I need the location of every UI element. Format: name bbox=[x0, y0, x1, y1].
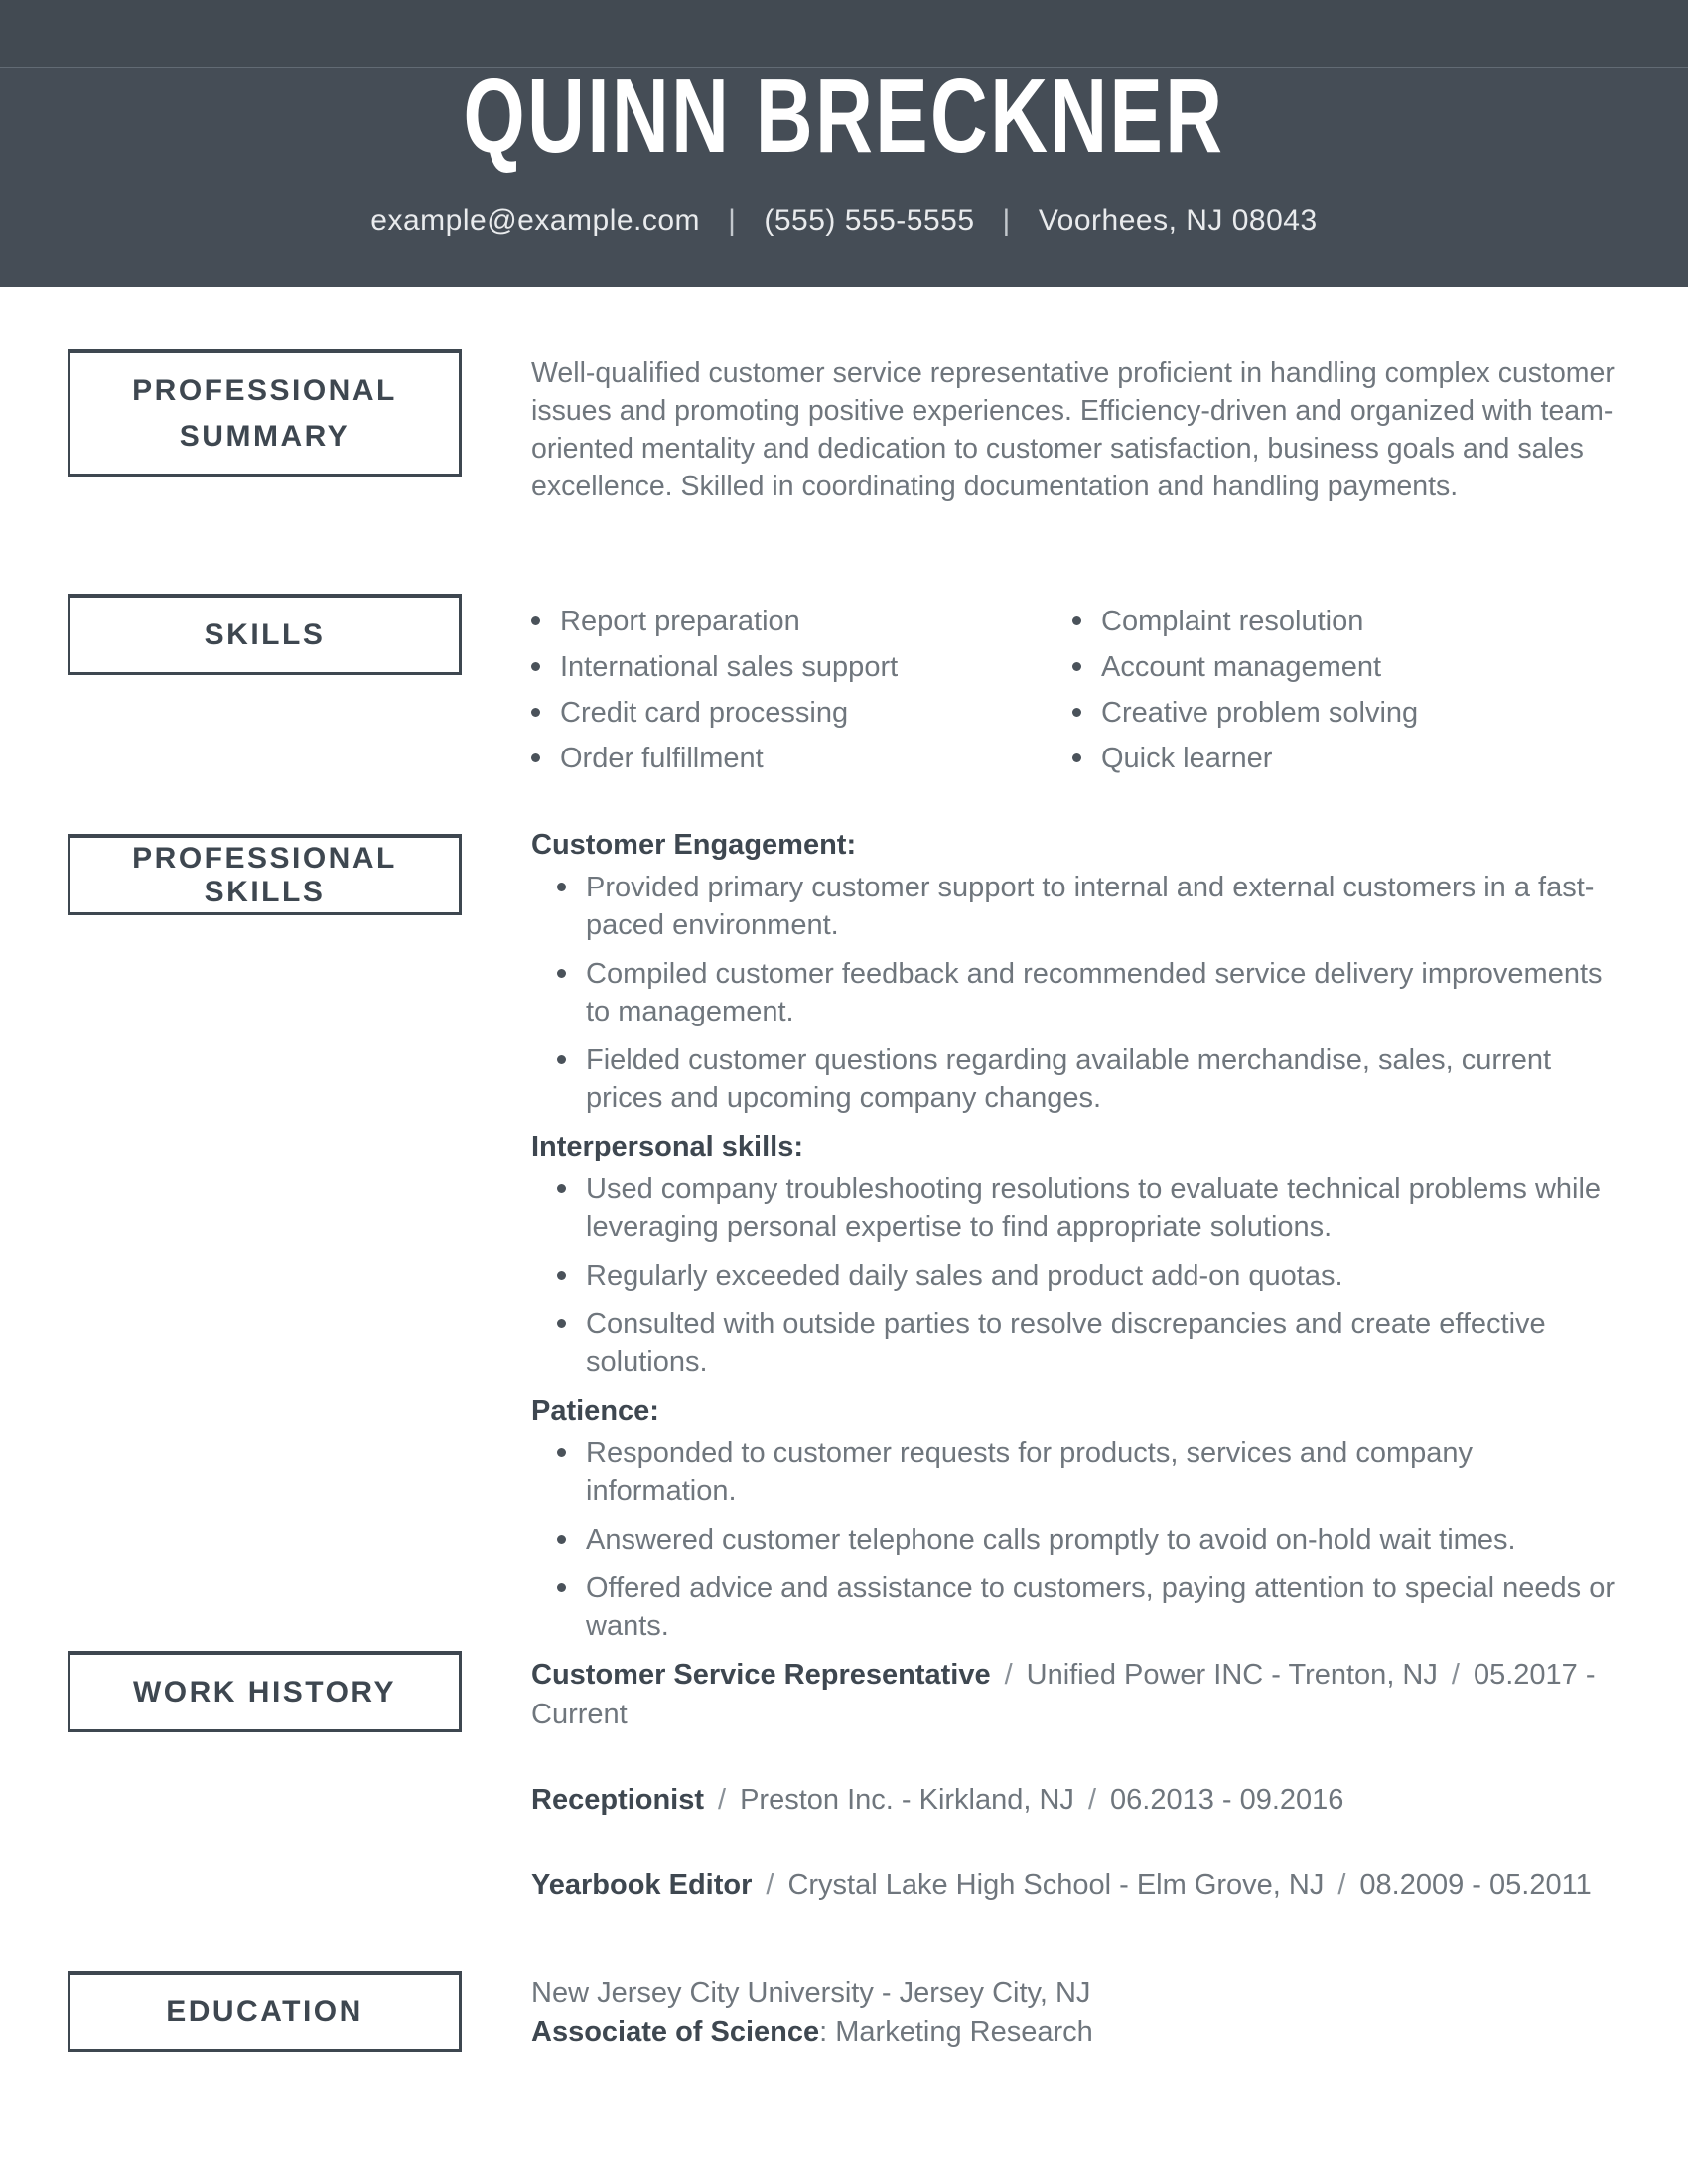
list-item bbox=[531, 1521, 1628, 1559]
skills-column-1 bbox=[531, 603, 1072, 785]
job-separator: / bbox=[766, 1869, 774, 1901]
skill-label: International sales support bbox=[560, 651, 899, 683]
list-item bbox=[531, 1257, 1628, 1295]
bullet-icon bbox=[557, 1271, 566, 1280]
bullet-text: Regularly exceeded daily sales and product add-on quotas. bbox=[586, 1260, 1343, 1292]
job-entry bbox=[531, 1780, 1628, 1820]
bullet-icon bbox=[531, 753, 540, 762]
work-history-label-text: WORK HISTORY bbox=[132, 1675, 396, 1708]
job-dates: 05.2017 - Current bbox=[531, 1659, 1596, 1730]
summary-section-label bbox=[68, 349, 462, 477]
bullet-icon bbox=[557, 969, 566, 978]
bullet-icon bbox=[557, 1319, 566, 1328]
education-section-label bbox=[68, 1971, 462, 2052]
bullet-icon bbox=[1072, 753, 1081, 762]
skill-group-interpersonal bbox=[531, 1128, 1628, 1381]
bullet-text: Used company troubleshooting resolutions to evaluate technical problems while leveraging personal expertise to find appropriate solutions. bbox=[586, 1173, 1602, 1243]
list-item bbox=[531, 1170, 1628, 1246]
skill-group-heading: Customer Engagement: bbox=[531, 829, 857, 861]
bullet-icon bbox=[557, 1184, 566, 1193]
section-professional-summary bbox=[68, 349, 1628, 505]
skill-label: Account management bbox=[1101, 651, 1382, 683]
list-item bbox=[1072, 740, 1628, 777]
list-item bbox=[531, 603, 1072, 640]
job-entry bbox=[531, 1865, 1628, 1905]
bullet-icon bbox=[557, 1448, 566, 1457]
list-item bbox=[531, 1305, 1628, 1381]
list-item bbox=[1072, 603, 1628, 640]
skills-label-col bbox=[68, 594, 462, 675]
contact-separator: | bbox=[1002, 205, 1011, 237]
job-entry bbox=[531, 1655, 1628, 1734]
header-banner bbox=[0, 0, 1688, 287]
education-field: : Marketing Research bbox=[819, 2016, 1093, 2048]
job-dates: 08.2009 - 05.2011 bbox=[1359, 1869, 1592, 1901]
list-item bbox=[531, 648, 1072, 686]
bullet-icon bbox=[531, 616, 540, 625]
bullet-text: Responded to customer requests for products, services and company information. bbox=[586, 1437, 1474, 1507]
skills-column-2 bbox=[1072, 603, 1628, 785]
job-title: Receptionist bbox=[531, 1784, 705, 1816]
summary-label-line2: SUMMARY bbox=[179, 419, 351, 453]
skill-group-heading: Patience: bbox=[531, 1395, 659, 1427]
job-separator: / bbox=[718, 1784, 727, 1816]
job-company: Crystal Lake High School - Elm Grove, NJ bbox=[787, 1869, 1325, 1901]
skill-label: Complaint resolution bbox=[1101, 606, 1364, 637]
list-item bbox=[531, 740, 1072, 777]
bullet-text: Provided primary customer support to internal and external customers in a fast-paced environment. bbox=[586, 872, 1595, 941]
list-item bbox=[531, 1041, 1628, 1117]
education-label-text: EDUCATION bbox=[166, 1994, 363, 2028]
candidate-name: QUINN BRECKNER bbox=[463, 57, 1225, 176]
summary-label-col bbox=[68, 349, 462, 477]
list-item bbox=[1072, 694, 1628, 732]
job-company: Preston Inc. - Kirkland, NJ bbox=[740, 1784, 1074, 1816]
job-title: Customer Service Representative bbox=[531, 1659, 991, 1691]
bullet-icon bbox=[557, 883, 566, 891]
list-item bbox=[531, 955, 1628, 1030]
bullet-icon bbox=[531, 662, 540, 671]
bullet-text: Fielded customer questions regarding available merchandise, sales, current prices and upcoming company changes. bbox=[586, 1044, 1552, 1114]
bullet-icon bbox=[1072, 662, 1081, 671]
section-education bbox=[68, 1971, 1628, 2052]
skills-label-text: SKILLS bbox=[204, 617, 326, 651]
bullet-icon bbox=[1072, 708, 1081, 717]
bullet-text: Answered customer telephone calls promptly to avoid on-hold wait times. bbox=[586, 1524, 1516, 1556]
skill-label: Credit card processing bbox=[560, 697, 849, 729]
skill-group-heading: Interpersonal skills: bbox=[531, 1131, 803, 1162]
job-company: Unified Power INC - Trenton, NJ bbox=[1026, 1659, 1438, 1691]
bullet-icon bbox=[557, 1535, 566, 1544]
list-item bbox=[531, 1570, 1628, 1645]
skill-label: Report preparation bbox=[560, 606, 800, 637]
list-item bbox=[531, 1434, 1628, 1510]
job-title: Yearbook Editor bbox=[531, 1869, 753, 1901]
bullet-icon bbox=[557, 1583, 566, 1592]
contact-location: Voorhees, NJ 08043 bbox=[1038, 205, 1318, 237]
education-degree-line bbox=[531, 2013, 1628, 2052]
bullet-icon bbox=[1072, 616, 1081, 625]
professional-skills-label-col bbox=[68, 834, 462, 915]
skill-label: Creative problem solving bbox=[1101, 697, 1419, 729]
job-dates: 06.2013 - 09.2016 bbox=[1110, 1784, 1344, 1816]
work-history-section-label bbox=[68, 1651, 462, 1732]
section-professional-skills bbox=[68, 829, 1628, 1656]
skill-group-patience bbox=[531, 1392, 1628, 1645]
education-degree: Associate of Science bbox=[531, 2016, 820, 2048]
skills-section-label bbox=[68, 594, 462, 675]
skill-group-customer-engagement bbox=[531, 826, 1628, 1117]
contact-phone: (555) 555-5555 bbox=[764, 205, 975, 237]
contact-line bbox=[0, 205, 1688, 238]
bullet-text: Compiled customer feedback and recommended service delivery improvements to management. bbox=[586, 958, 1603, 1027]
professional-skills-label-text: PROFESSIONAL SKILLS bbox=[132, 841, 397, 908]
job-separator: / bbox=[1337, 1869, 1346, 1901]
bullet-icon bbox=[531, 708, 540, 717]
skill-label: Quick learner bbox=[1101, 743, 1273, 774]
contact-separator: | bbox=[728, 205, 737, 237]
work-history-label-col bbox=[68, 1651, 462, 1732]
list-item bbox=[531, 694, 1072, 732]
summary-text: Well-qualified customer service representative proficient in handling complex customer issues and promoting positive experiences. Efficiency-driven and organized with team-oriented mentality and dedication to customer satisfaction, business goals and sales excellence. Skilled in coordinating documentation and handling payments. bbox=[531, 357, 1615, 502]
section-skills bbox=[68, 594, 1628, 785]
job-separator: / bbox=[1004, 1659, 1013, 1691]
education-label-col bbox=[68, 1971, 462, 2052]
job-separator: / bbox=[1451, 1659, 1460, 1691]
job-separator: / bbox=[1087, 1784, 1096, 1816]
professional-skills-section-label bbox=[68, 834, 462, 915]
bullet-icon bbox=[557, 1055, 566, 1064]
section-work-history bbox=[68, 1651, 1628, 1951]
summary-label-line1: PROFESSIONAL bbox=[132, 373, 397, 407]
skill-label: Order fulfillment bbox=[560, 743, 764, 774]
bullet-text: Offered advice and assistance to customers, paying attention to special needs or wants. bbox=[586, 1572, 1616, 1642]
list-item bbox=[531, 869, 1628, 944]
list-item bbox=[1072, 648, 1628, 686]
education-school: New Jersey City University - Jersey City, NJ bbox=[531, 1978, 1091, 2009]
contact-email: example@example.com bbox=[370, 205, 701, 237]
bullet-text: Consulted with outside parties to resolve discrepancies and create effective solutions. bbox=[586, 1308, 1546, 1378]
skills-list bbox=[531, 594, 1628, 785]
